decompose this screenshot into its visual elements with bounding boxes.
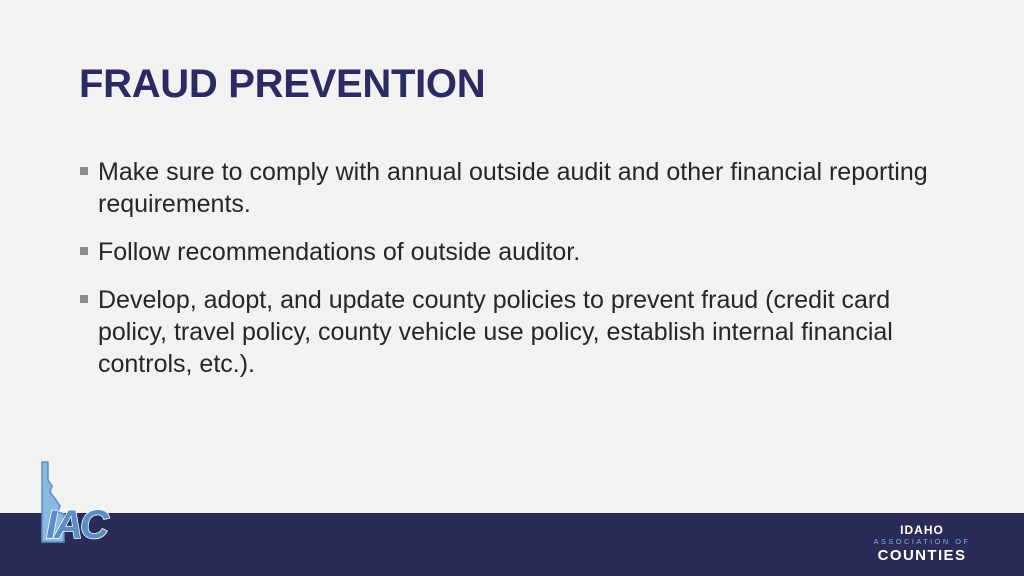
bullet-item: [79, 284, 939, 380]
bullet-list: [79, 156, 939, 396]
square-bullet-icon: [80, 167, 88, 175]
square-bullet-icon: [80, 247, 88, 255]
bullet-text: Develop, adopt, and update county policies to prevent fraud (credit card policy, travel policy, county vehicle use policy, establish internal financial controls, etc.).: [98, 286, 893, 378]
brand-line-idaho: IDAHO: [900, 523, 944, 537]
bullet-text: Follow recommendations of outside auditor.: [98, 238, 581, 266]
bullet-item: [79, 236, 939, 268]
brand-block: [872, 523, 972, 565]
square-bullet-icon: [80, 295, 88, 303]
iac-logo-text: IAC: [46, 503, 106, 547]
footer-bar: [0, 513, 1024, 576]
iac-logo: [38, 460, 134, 552]
bullet-text: Make sure to comply with annual outside audit and other financial reporting requirements.: [98, 158, 928, 218]
brand-line-association: ASSOCIATION OF: [873, 537, 971, 546]
bullet-item: [79, 156, 939, 220]
slide-title: FRAUD PREVENTION: [79, 62, 486, 106]
brand-line-counties: COUNTIES: [877, 547, 967, 564]
